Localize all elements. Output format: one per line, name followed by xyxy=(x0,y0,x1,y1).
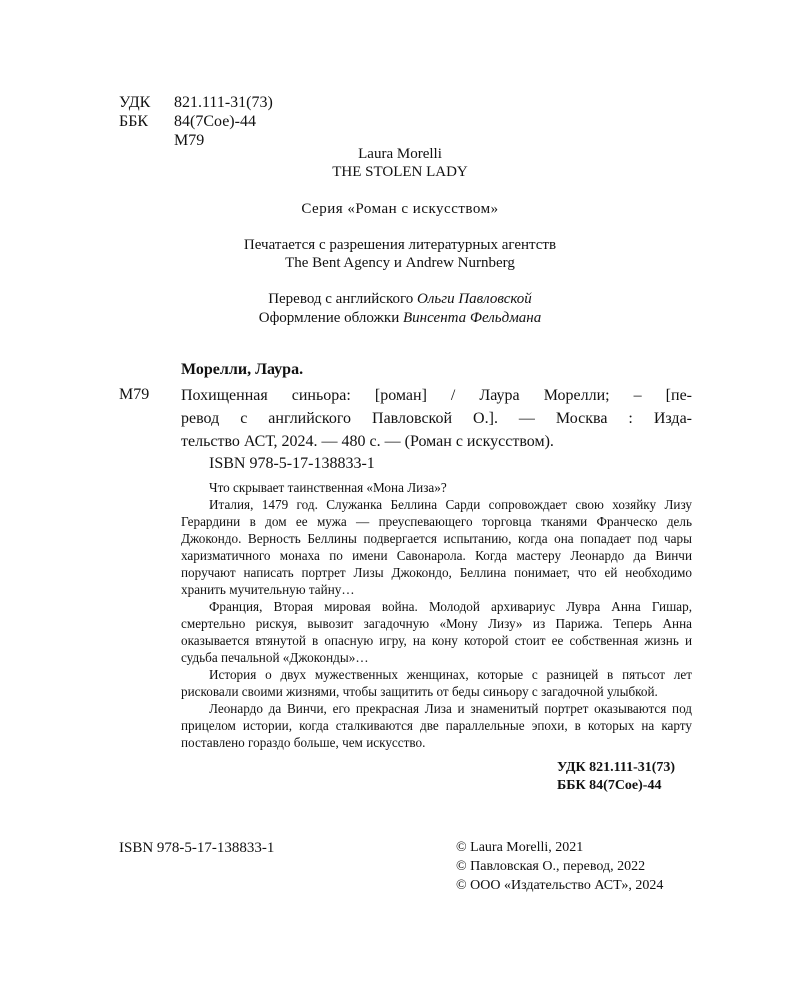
udk-value: 821.111-31(73) xyxy=(174,94,273,111)
bibliographic-mark: М79 xyxy=(119,386,150,403)
classification-codes xyxy=(119,93,273,150)
permission-notice xyxy=(0,236,800,272)
annotation-paragraph: Италия, 1479 год. Служанка Беллина Сарди сопровождает свою хозяйку Лизу Герардини в дом ее мужа — преуспевающего торговца тканями Франческо дель Джокондо. Верность Беллины подвергается испытанию, когда она попадает под чары харизматичного монаха по имени Савонарола. Когда мастеру Леонардо да Винчи поручают написать портрет Лизы Джокондо, Беллина понимает, что ей необходимо хранить мучительную тайну… xyxy=(181,497,692,597)
copyright-line: © Laura Morelli, 2021 xyxy=(456,840,584,855)
cover-credit xyxy=(0,309,800,328)
cover-designer-name: Винсента Фельдмана xyxy=(402,310,542,326)
original-edition xyxy=(0,145,800,181)
copyright-line: © Павловская О., перевод, 2022 xyxy=(456,859,646,874)
bbk-label: ББК xyxy=(119,113,149,130)
translation-label: Перевод с английского xyxy=(268,291,418,307)
translation-credit xyxy=(0,290,800,309)
bibliographic-line: тельство АСТ, 2024. — 480 с. — (Роман с искусством). xyxy=(181,433,554,450)
udk-row xyxy=(119,93,273,112)
bibliographic-description xyxy=(181,384,692,453)
bottom-udk: УДК 821.111-31(73) xyxy=(557,760,676,775)
udk-label: УДК xyxy=(119,94,151,111)
bibliographic-line: ревод с английского Павловской О.]. — Москва : Изда- xyxy=(181,410,692,427)
permission-line-1: Печатается с разрешения литературных агентств xyxy=(243,237,557,253)
original-title: THE STOLEN LADY xyxy=(332,164,468,180)
translator-name: Ольги Павловской xyxy=(417,291,532,307)
copyright-block xyxy=(456,838,663,895)
annotation-paragraph: Леонардо да Винчи, его прекрасная Лиза и знаменитый портрет оказываются под прицелом истории, когда сталкиваются две параллельные эпохи, в которых на карту поставлено гораздо больше, чем искусство. xyxy=(181,701,692,750)
credits xyxy=(0,290,800,328)
footer-isbn: ISBN 978-5-17-138833-1 xyxy=(119,840,275,856)
author-mark: М79 xyxy=(174,132,205,149)
bottom-classification xyxy=(557,759,675,795)
original-author: Laura Morelli xyxy=(358,146,442,162)
annotation-paragraph: Что скрывает таинственная «Мона Лиза»? xyxy=(209,480,447,495)
permission-line-2: The Bent Agency и Andrew Nurnberg xyxy=(285,255,515,271)
series-line: Серия «Роман с искусством» xyxy=(301,201,499,217)
bibliographic-line: Похищенная синьора: [роман] / Лаура Морелли; – [пе- xyxy=(181,387,692,404)
cover-label: Оформление обложки xyxy=(258,310,403,326)
annotation-paragraph: Франция, Вторая мировая война. Молодой архивариус Лувра Анна Гишар, смертельно рискуя, вывозит загадочную «Мону Лизу» из Парижа. Теперь Анна оказывается втянутой в опасную игру, на кону которой стоит ее собственная жизнь и судьба печальной «Джоконды»… xyxy=(181,599,692,665)
bbk-row xyxy=(119,112,273,131)
bibliographic-isbn: ISBN 978-5-17-138833-1 xyxy=(209,455,375,472)
bibliographic-author-heading: Морелли, Лаура. xyxy=(181,361,304,378)
copyright-line: © ООО «Издательство АСТ», 2024 xyxy=(456,878,664,893)
bbk-value: 84(7Сое)-44 xyxy=(174,113,256,130)
bottom-bbk: ББК 84(7Сое)-44 xyxy=(557,778,662,793)
annotation-paragraph: История о двух мужественных женщинах, которые с разницей в пятьсот лет рисковали своими жизнями, чтобы защитить от беды синьору с загадочной улыбкой. xyxy=(181,667,692,699)
annotation xyxy=(181,479,692,751)
